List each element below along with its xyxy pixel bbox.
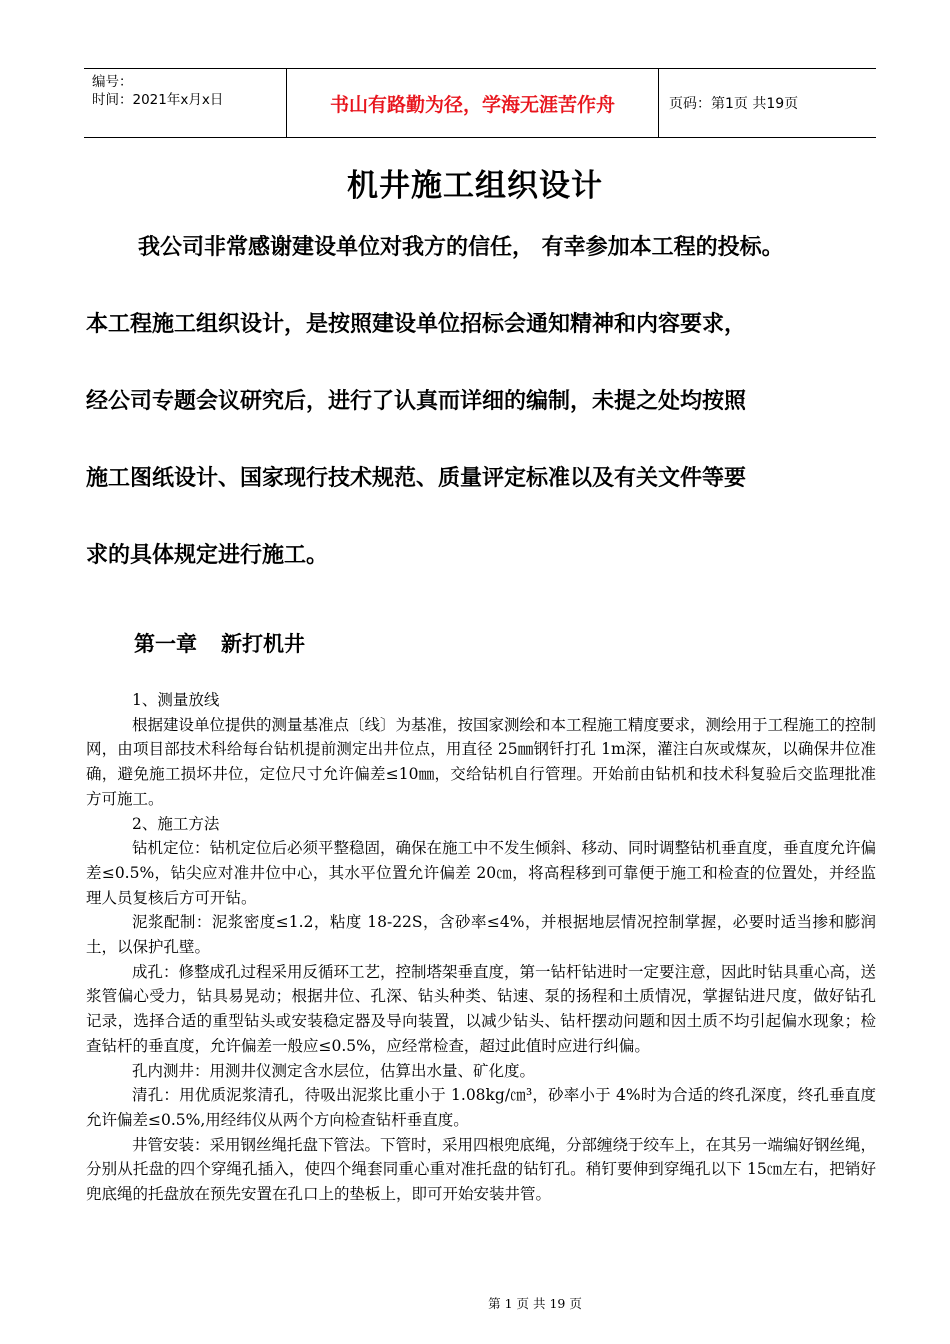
paragraph: 泥浆配制：泥浆密度≤1.2，粘度 18-22S，含砂率≤4%，并根据地层情况控制掌握，必要时适当掺和膨润土，以保护孔壁。 <box>86 913 876 957</box>
intro-line: 我公司非常感谢建设单位对我方的信任， 有幸参加本工程的投标。 <box>138 235 784 260</box>
section-title: 1、测量放线 <box>132 691 220 709</box>
header-page-info: 页码：第1页 共19页 <box>669 96 799 112</box>
page-header <box>84 68 876 138</box>
body-text <box>86 688 876 1207</box>
chapter-number: 第一章 <box>134 632 197 656</box>
intro-line: 本工程施工组织设计，是按照建设单位招标会通知精神和内容要求， <box>86 312 747 337</box>
header-motto: 书山有路勤为径，学海无涯苦作舟 <box>286 69 659 137</box>
paragraph: 孔内测井：用测井仪测定含水层位，估算出水量、矿化度。 <box>132 1061 536 1080</box>
chapter-heading <box>134 628 305 658</box>
intro-line: 经公司专题会议研究后，进行了认真而详细的编制，未提之处均按照 <box>86 389 747 414</box>
chapter-name: 新打机井 <box>221 632 305 656</box>
document-title: 机井施工组织设计 <box>347 168 603 204</box>
number-label: 编号： <box>92 74 133 90</box>
intro-paragraph <box>86 222 886 581</box>
section-title: 2、施工方法 <box>132 814 220 833</box>
page-footer: 第 1 页 共 19 页 <box>488 1296 582 1311</box>
intro-line: 施工图纸设计、国家现行技术规范、质量评定标准以及有关文件等要 <box>86 466 747 491</box>
paragraph: 根据建设单位提供的测量基准点〔线〕为基准，按国家测绘和本工程施工精度要求，测绘用于工程施工的控制网，由项目部技术科给每台钻机提前测定出井位点，用直径 25㎜钢钎打孔 1m深，灌注白灰或煤灰，以确保井位准确，避免施工损坏井位，定位尺寸允许偏差≤10㎜，交给钻机自行管理。开始前由钻机和技术科复验后交监理批准方可施工。 <box>86 715 877 808</box>
paragraph: 井管安装：采用钢丝绳托盘下管法。下管时，采用四根兜底绳，分部缠绕于绞车上，在其另一端编好钢丝绳，分别从托盘的四个穿绳孔插入，使四个绳套同重心重对准托盘的钻钉孔。稍钉要伸到穿绳孔以下 15㎝左右，把销好兜底绳的托盘放在预先安置在孔口上的垫板上，即可开始安装井管。 <box>86 1135 877 1204</box>
header-meta <box>84 69 286 137</box>
paragraph: 钻机定位：钻机定位后必须平整稳固，确保在施工中不发生倾斜、移动、同时调整钻机垂直度，垂直度允许偏差≤0.5%，钻尖应对准井位中心，其水平位置允许偏差 20㎝，将高程移到可靠便于施工和检查的位置处，并经监理人员复核后方可开钻。 <box>86 839 877 907</box>
intro-line: 求的具体规定进行施工。 <box>86 543 329 568</box>
date-label: 时间：2021年x月x日 <box>92 92 224 108</box>
paragraph: 清孔：用优质泥浆清孔，待吸出泥浆比重小于 1.08kg/㎝³，砂率小于 4%时为合适的终孔深度，终孔垂直度允许偏差≤0.5%,用经纬仪从两个方向检查钻杆垂直度。 <box>86 1086 876 1129</box>
paragraph: 成孔：修整成孔过程采用反循环工艺，控制塔架垂直度，第一钻杆钻进时一定要注意，因此时钻具重心高，送浆管偏心受力，钻具易晃动；根据井位、孔深、钻头种类、钻速、泵的扬程和土质情况，掌握钻进尺度，做好钻孔记录，选择合适的重型钻头或安装稳定器及导向装置，以减少钻头、钻杆摆动问题和因土质不均引起偏水现象；检查钻杆的垂直度，允许偏差一般应≤0.5%，应经常检查，超过此值时应进行纠偏。 <box>86 962 877 1055</box>
